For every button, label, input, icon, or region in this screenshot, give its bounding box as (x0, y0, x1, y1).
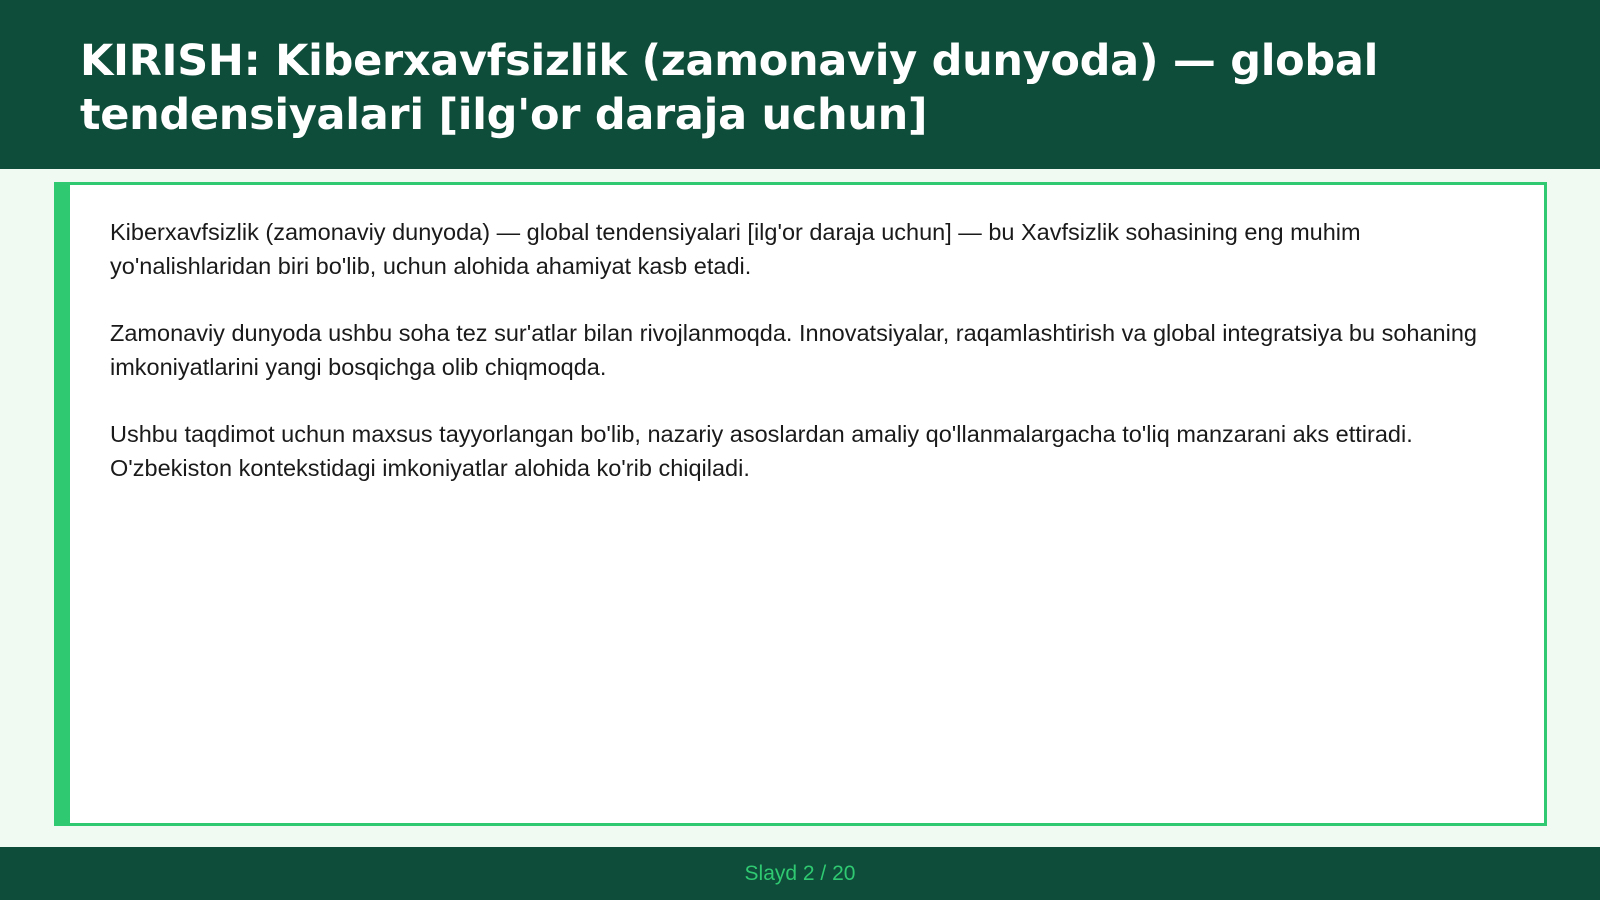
intro-paragraph: Kiberxavfsizlik (zamonaviy dunyoda) — global tendensiyalari [ilg'or daraja uchun] — bu Xavfsizlik sohasining eng muhim yo'nalishlaridan biri bo'lib, uchun alohida ahamiyat kasb etadi. (110, 219, 1361, 279)
slide-title: KIRISH: Kiberxavfsizlik (zamonaviy dunyoda) — global tendensiyalari [ilg'or daraja uchun] (80, 36, 1379, 140)
presentation-paragraph: Ushbu taqdimot uchun maxsus tayyorlangan bo'lib, nazariy asoslardan amaliy qo'llanmalargacha to'liq manzarani aks ettiradi. O'zbekiston kontekstidagi imkoniyatlar alohida ko'rib chiqiladi. (110, 421, 1413, 481)
content-card (54, 182, 1547, 826)
slide-counter: Slayd 2 / 20 (744, 861, 856, 885)
development-paragraph: Zamonaviy dunyoda ushbu soha tez sur'atlar bilan rivojlanmoqda. Innovatsiyalar, raqamlashtirish va global integratsiya bu sohaning imkoniyatlarini yangi bosqichga olib chiqmoqda. (110, 320, 1477, 380)
slide-footer (0, 847, 1600, 900)
slide-header (0, 0, 1600, 169)
